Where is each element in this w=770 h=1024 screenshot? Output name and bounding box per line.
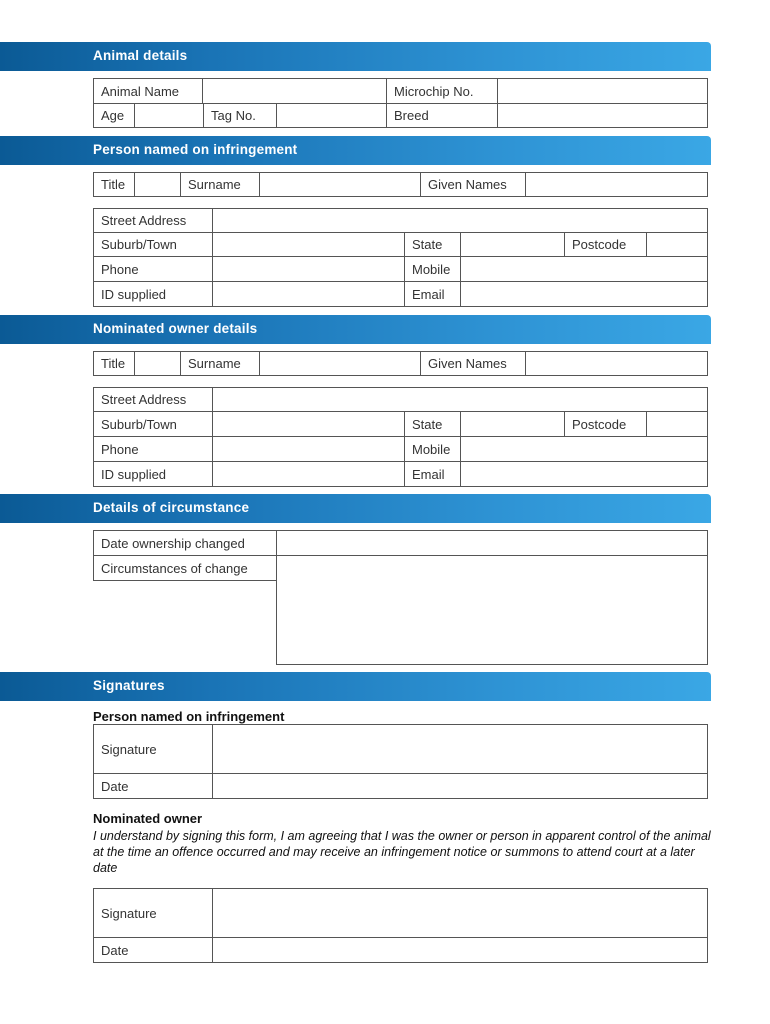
date-changed-label: Date ownership changed <box>93 530 277 556</box>
breed-label: Breed <box>386 103 498 128</box>
person-title-field[interactable] <box>134 172 181 197</box>
person-mobile-label: Mobile <box>404 256 461 282</box>
owner-id-label: ID supplied <box>93 461 213 487</box>
person-id-field[interactable] <box>212 281 405 307</box>
owner-state-label: State <box>404 411 461 437</box>
person-postcode-label: Postcode <box>564 232 647 257</box>
owner-date-label: Date <box>93 937 213 963</box>
owner-email-label: Email <box>404 461 461 487</box>
section-header-animal <box>0 42 711 71</box>
section-title: Signatures <box>93 678 165 693</box>
section-header-person <box>0 136 711 165</box>
owner-surname-label: Surname <box>180 351 260 376</box>
owner-declaration: I understand by signing this form, I am agreeing that I was the owner or person in apparent control of the animal at the time an offence occurred and may receive an infringement notice or summons to attend court at a later date <box>93 829 711 875</box>
owner-signature-field[interactable] <box>212 888 708 938</box>
person-email-label: Email <box>404 281 461 307</box>
section-title: Details of circumstance <box>93 500 250 515</box>
owner-phone-label: Phone <box>93 436 213 462</box>
section-header-circumstance <box>0 494 711 523</box>
owner-given-names-field[interactable] <box>525 351 708 376</box>
owner-email-field[interactable] <box>460 461 708 487</box>
person-postcode-field[interactable] <box>646 232 708 257</box>
owner-title-field[interactable] <box>134 351 181 376</box>
person-street-field[interactable] <box>212 208 708 233</box>
owner-surname-field[interactable] <box>259 351 421 376</box>
owner-suburb-field[interactable] <box>212 411 405 437</box>
person-phone-field[interactable] <box>212 256 405 282</box>
person-mobile-field[interactable] <box>460 256 708 282</box>
owner-phone-field[interactable] <box>212 436 405 462</box>
owner-postcode-field[interactable] <box>646 411 708 437</box>
owner-signature-heading: Nominated owner <box>93 811 203 826</box>
person-phone-label: Phone <box>93 256 213 282</box>
person-surname-field[interactable] <box>259 172 421 197</box>
owner-id-field[interactable] <box>212 461 405 487</box>
section-header-owner <box>0 315 711 344</box>
person-signature-label: Signature <box>93 724 213 774</box>
animal-name-field[interactable] <box>202 78 387 104</box>
section-title: Animal details <box>93 48 188 63</box>
microchip-label: Microchip No. <box>386 78 498 104</box>
owner-mobile-label: Mobile <box>404 436 461 462</box>
breed-field[interactable] <box>497 103 708 128</box>
person-given-names-label: Given Names <box>420 172 526 197</box>
person-title-label: Title <box>93 172 135 197</box>
section-title: Nominated owner details <box>93 321 258 336</box>
tag-field[interactable] <box>276 103 387 128</box>
person-email-field[interactable] <box>460 281 708 307</box>
person-surname-label: Surname <box>180 172 260 197</box>
person-state-label: State <box>404 232 461 257</box>
person-id-label: ID supplied <box>93 281 213 307</box>
age-label: Age <box>93 103 135 128</box>
owner-signature-label: Signature <box>93 888 213 938</box>
owner-mobile-field[interactable] <box>460 436 708 462</box>
section-title: Person named on infringement <box>93 142 298 157</box>
circumstances-field[interactable] <box>276 555 708 665</box>
person-state-field[interactable] <box>460 232 565 257</box>
tag-label: Tag No. <box>203 103 277 128</box>
animal-name-label: Animal Name <box>93 78 203 104</box>
person-suburb-label: Suburb/Town <box>93 232 213 257</box>
owner-street-label: Street Address <box>93 387 213 412</box>
owner-date-field[interactable] <box>212 937 708 963</box>
circumstances-label: Circumstances of change <box>93 555 277 581</box>
age-field[interactable] <box>134 103 204 128</box>
owner-given-names-label: Given Names <box>420 351 526 376</box>
person-street-label: Street Address <box>93 208 213 233</box>
owner-state-field[interactable] <box>460 411 565 437</box>
owner-postcode-label: Postcode <box>564 411 647 437</box>
section-header-signatures <box>0 672 711 701</box>
person-date-label: Date <box>93 773 213 799</box>
owner-title-label: Title <box>93 351 135 376</box>
microchip-field[interactable] <box>497 78 708 104</box>
person-suburb-field[interactable] <box>212 232 405 257</box>
person-date-field[interactable] <box>212 773 708 799</box>
person-given-names-field[interactable] <box>525 172 708 197</box>
person-signature-field[interactable] <box>212 724 708 774</box>
person-signature-heading: Person named on infringement <box>93 709 285 724</box>
date-changed-field[interactable] <box>276 530 708 556</box>
owner-street-field[interactable] <box>212 387 708 412</box>
owner-suburb-label: Suburb/Town <box>93 411 213 437</box>
